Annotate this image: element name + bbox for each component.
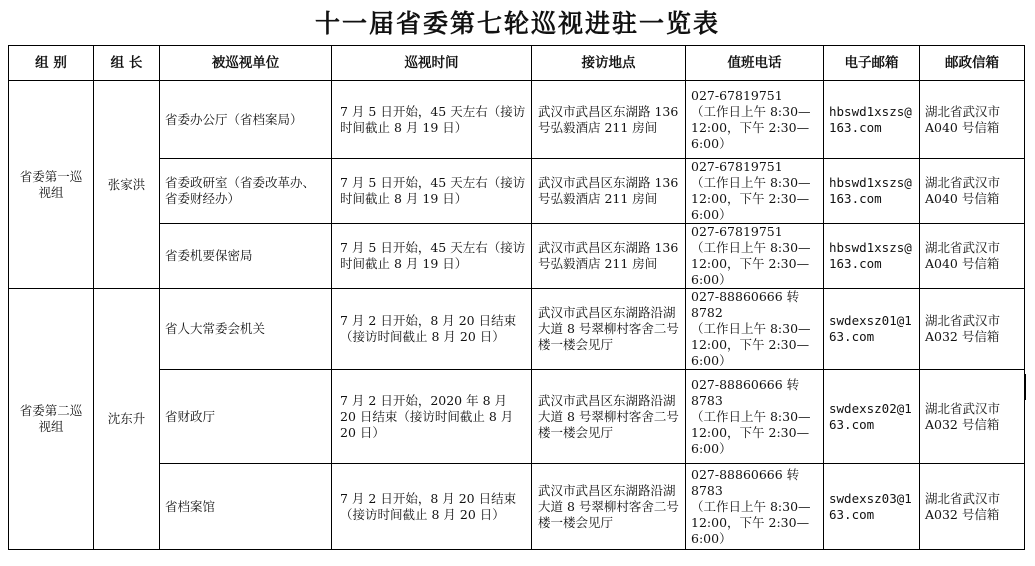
- inspection-table: [8, 45, 1025, 550]
- unit-cell: 省档案馆: [160, 464, 332, 550]
- time-cell: 7 月 5 日开始，45 天左右（接访时间截止 8 月 19 日）: [332, 159, 532, 224]
- table-row: [9, 370, 1025, 464]
- header-email: 电子邮箱: [824, 46, 920, 81]
- time-cell: 7 月 2 日开始，8 月 20 日结束（接访时间截止 8 月 20 日）: [332, 289, 532, 370]
- address-cell: 武汉市武昌区东湖路沿湖大道 8 号翠柳村客舍二号楼一楼会见厅: [532, 370, 686, 464]
- email-cell: hbswd1xszs@163.com: [824, 81, 920, 159]
- email-cell: swdexsz02@163.com: [824, 370, 920, 464]
- page-title: 十一届省委第七轮巡视进驻一览表: [314, 9, 720, 38]
- header-group: 组 别: [9, 46, 94, 81]
- address-cell: 武汉市武昌区东湖路 136 号弘毅酒店 211 房间: [532, 224, 686, 289]
- group-leader: 张家洪: [94, 81, 160, 289]
- time-cell: 7 月 2 日开始，2020 年 8 月 20 日结束（接访时间截止 8 月 20 日）: [332, 370, 532, 464]
- phone-cell: 027-88860666 转 8783 （工作日上午 8:30—12:00，下午 2:30—6:00）: [686, 370, 824, 464]
- post-cell: 湖北省武汉市 A040 号信箱: [920, 224, 1025, 289]
- email-cell: hbswd1xszs@163.com: [824, 159, 920, 224]
- group-leader: 沈东升: [94, 289, 160, 550]
- header-row: [9, 46, 1025, 81]
- time-cell: 7 月 5 日开始，45 天左右（接访时间截止 8 月 19 日）: [332, 224, 532, 289]
- phone-cell: 027-88860666 转 8783 （工作日上午 8:30—12:00，下午 2:30—6:00）: [686, 464, 824, 550]
- phone-cell: 027-67819751 （工作日上午 8:30—12:00，下午 2:30—6:00）: [686, 159, 824, 224]
- address-cell: 武汉市武昌区东湖路 136 号弘毅酒店 211 房间: [532, 81, 686, 159]
- header-post: 邮政信箱: [920, 46, 1025, 81]
- email-cell: hbswd1xszs@163.com: [824, 224, 920, 289]
- table-row: [9, 159, 1025, 224]
- phone-cell: 027-67819751 （工作日上午 8:30—12:00，下午 2:30—6:00）: [686, 81, 824, 159]
- unit-cell: 省财政厅: [160, 370, 332, 464]
- unit-cell: 省委机要保密局: [160, 224, 332, 289]
- address-cell: 武汉市武昌区东湖路沿湖大道 8 号翠柳村客舍二号楼一楼会见厅: [532, 289, 686, 370]
- post-cell: 湖北省武汉市 A032 号信箱: [920, 289, 1025, 370]
- phone-cell: 027-67819751 （工作日上午 8:30—12:00，下午 2:30—6:00）: [686, 224, 824, 289]
- post-cell: 湖北省武汉市 A032 号信箱: [920, 370, 1025, 464]
- unit-cell: 省人大常委会机关: [160, 289, 332, 370]
- table-row: [9, 464, 1025, 550]
- address-cell: 武汉市武昌区东湖路 136 号弘毅酒店 211 房间: [532, 159, 686, 224]
- time-cell: 7 月 5 日开始，45 天左右（接访时间截止 8 月 19 日）: [332, 81, 532, 159]
- email-cell: swdexsz03@163.com: [824, 464, 920, 550]
- post-cell: 湖北省武汉市 A032 号信箱: [920, 464, 1025, 550]
- unit-cell: 省委办公厅（省档案局）: [160, 81, 332, 159]
- header-phone: 值班电话: [686, 46, 824, 81]
- group-name: 省委第二巡视组: [9, 289, 94, 550]
- header-unit: 被巡视单位: [160, 46, 332, 81]
- header-leader: 组 长: [94, 46, 160, 81]
- address-cell: 武汉市武昌区东湖路沿湖大道 8 号翠柳村客舍二号楼一楼会见厅: [532, 464, 686, 550]
- text-cursor: [1024, 374, 1026, 400]
- time-cell: 7 月 2 日开始，8 月 20 日结束（接访时间截止 8 月 20 日）: [332, 464, 532, 550]
- phone-cell: 027-88860666 转 8782 （工作日上午 8:30—12:00，下午 2:30—6:00）: [686, 289, 824, 370]
- group-name: 省委第一巡视组: [9, 81, 94, 289]
- table-row: [9, 224, 1025, 289]
- unit-cell: 省委政研室（省委改革办、省委财经办）: [160, 159, 332, 224]
- table-row: [9, 81, 1025, 159]
- post-cell: 湖北省武汉市 A040 号信箱: [920, 159, 1025, 224]
- email-cell: swdexsz01@163.com: [824, 289, 920, 370]
- post-cell: 湖北省武汉市 A040 号信箱: [920, 81, 1025, 159]
- header-address: 接访地点: [532, 46, 686, 81]
- header-time: 巡视时间: [332, 46, 532, 81]
- table-row: [9, 289, 1025, 370]
